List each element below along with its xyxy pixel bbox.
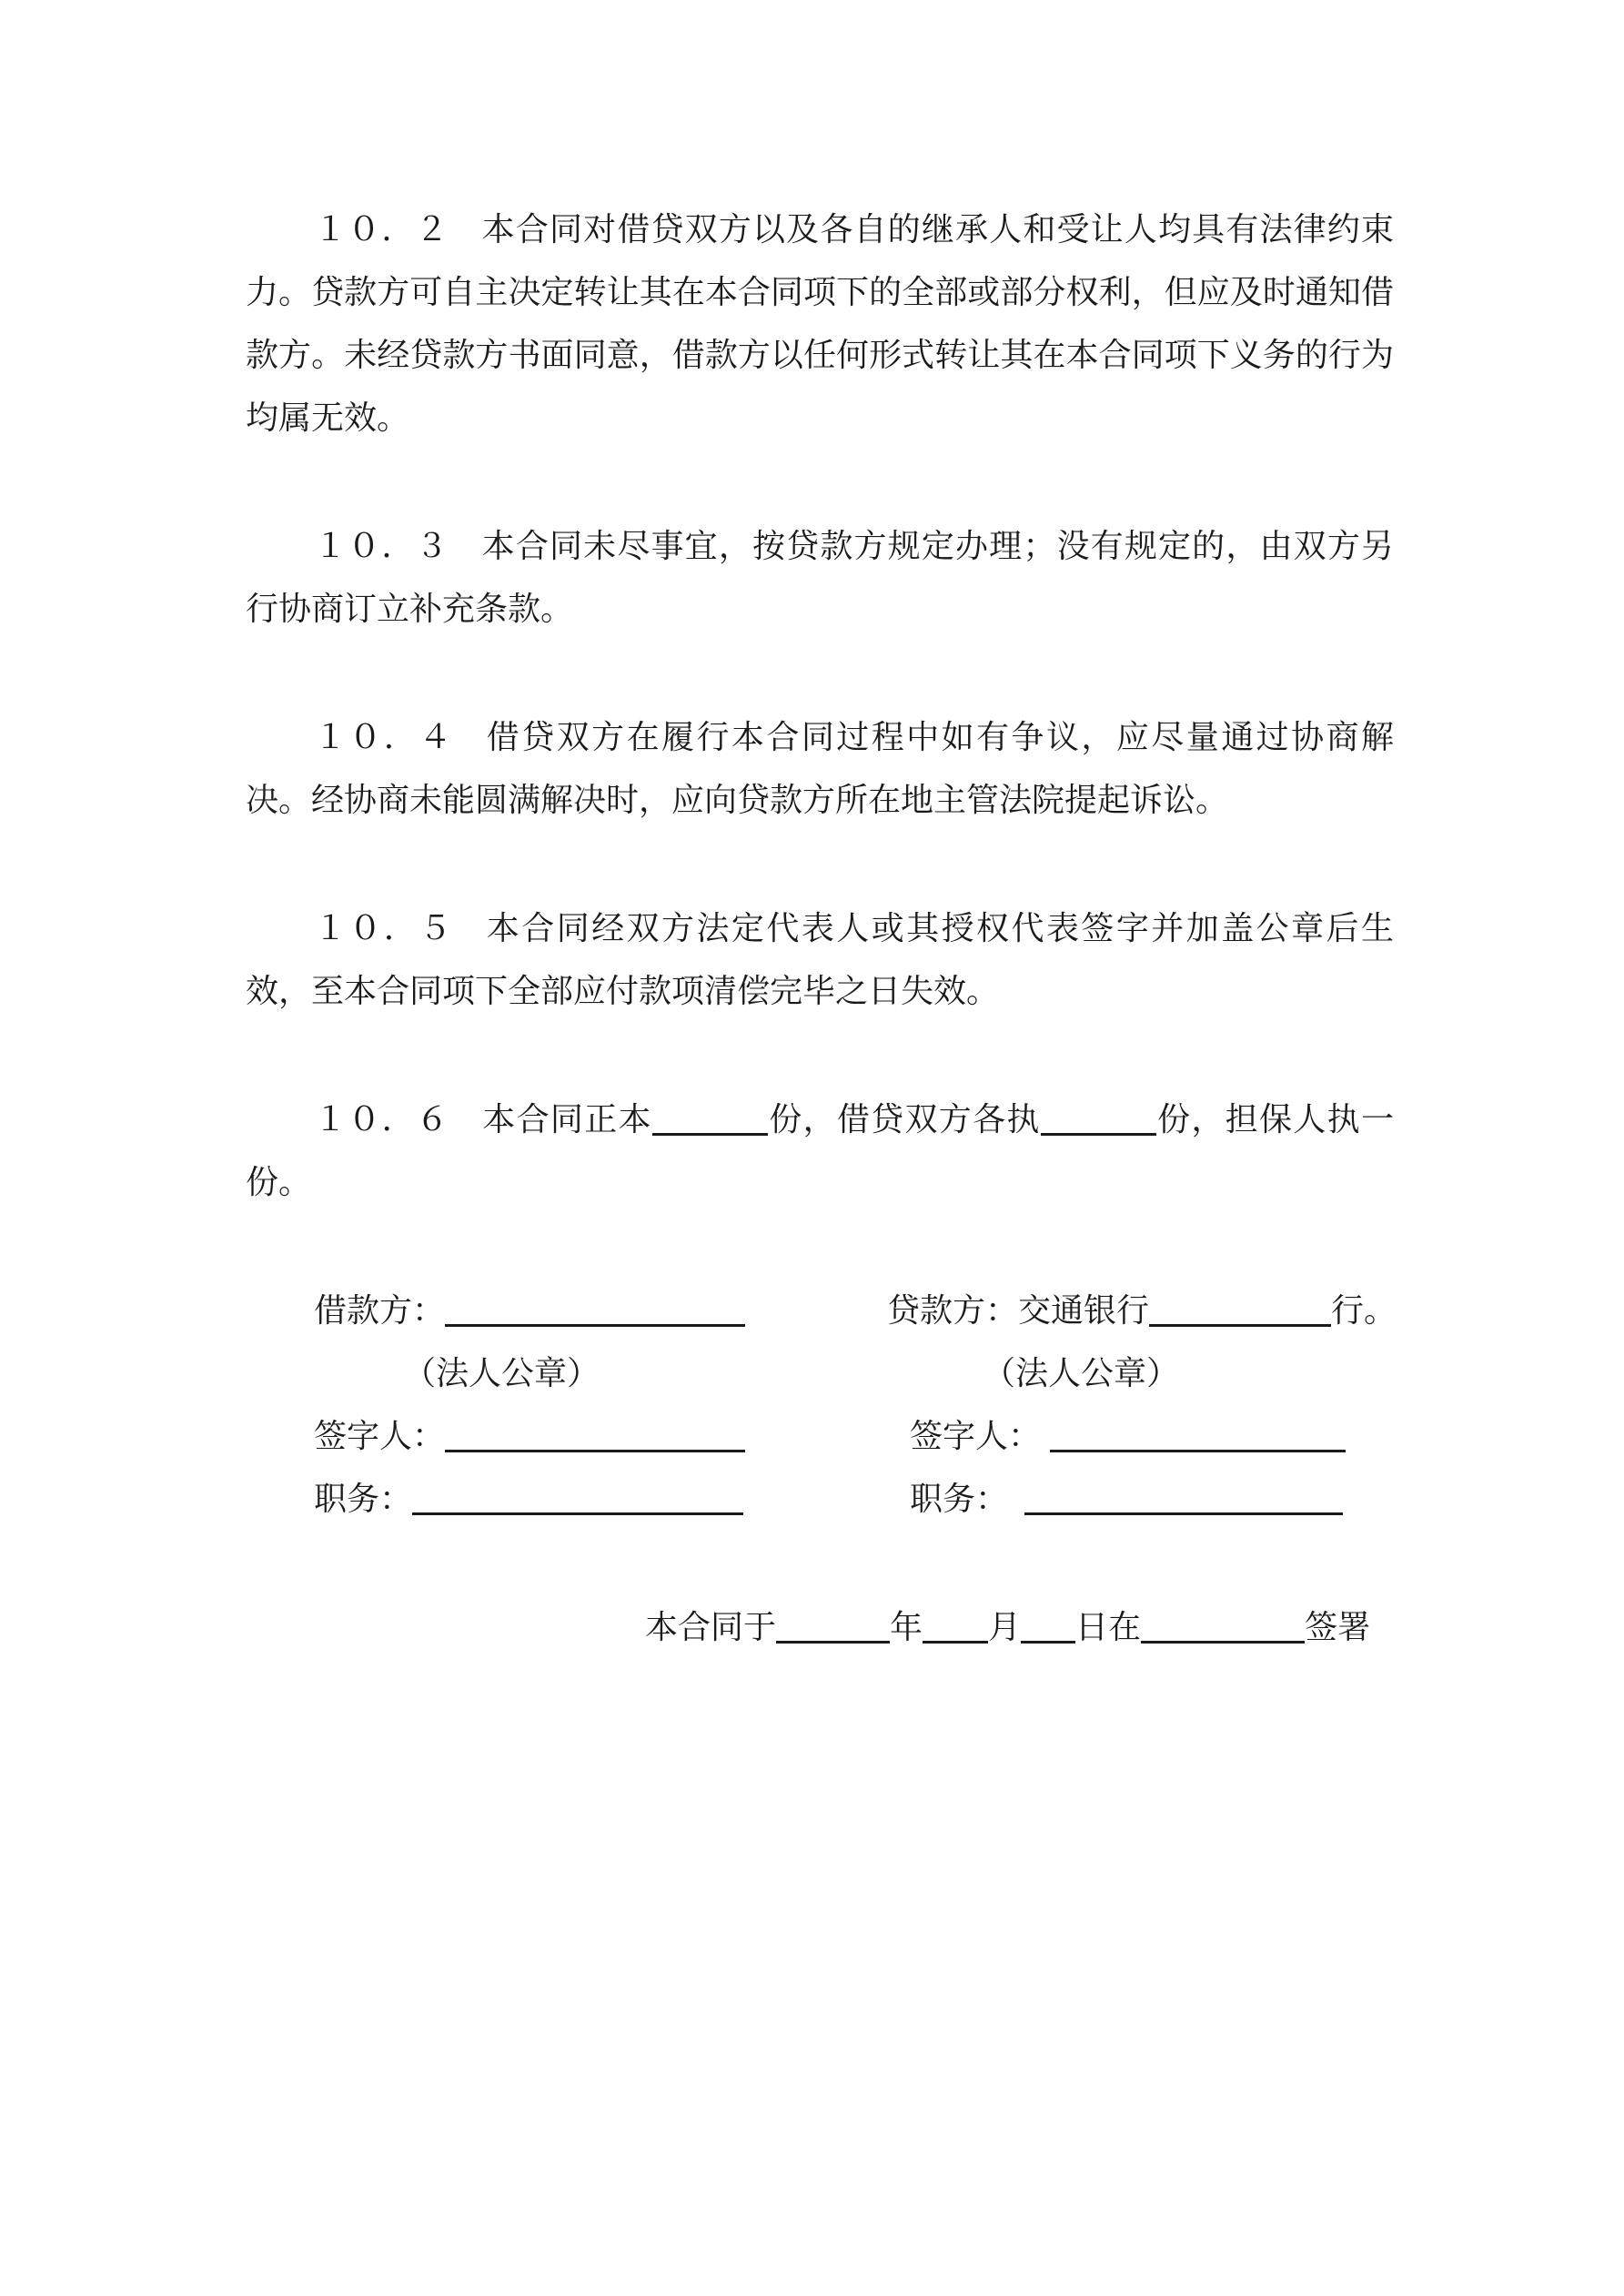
clause-10-5-text: 本合同经双方法定代表人或其授权代表签字并加盖公章后生效，至本合同项下全部应付款项清偿完毕之日失效。 [246, 910, 1394, 1009]
signature-block [246, 1279, 1397, 1531]
blank-title-right [1024, 1512, 1343, 1515]
closing-text-year: 年 [890, 1609, 923, 1645]
clause-10-3-text: 本合同未尽事宜，按贷款方规定办理；没有规定的，由双方另行协商订立补充条款。 [246, 528, 1394, 627]
closing-text-1: 本合同于 [645, 1609, 777, 1645]
clause-10-3-number: １０．３ [314, 528, 449, 564]
blank-bank-branch [1149, 1323, 1331, 1327]
blank-month [923, 1640, 988, 1644]
blank-copies-total [652, 1132, 768, 1136]
clause-10-5-number: １０．５ [314, 910, 454, 946]
blank-signer-left [445, 1449, 745, 1452]
clause-10-4-number: １０．４ [314, 719, 454, 755]
seal-note-right: （法人公章） [983, 1355, 1180, 1391]
blank-signer-right [1050, 1449, 1346, 1452]
signer-label-right: 签字人： [910, 1418, 1042, 1454]
clause-10-5 [246, 897, 1394, 1023]
title-row-left [314, 1468, 743, 1531]
closing-text-signed: 签署 [1305, 1609, 1371, 1645]
blank-copies-each [1041, 1132, 1156, 1136]
blank-borrower-name [445, 1323, 745, 1327]
title-row-right [910, 1468, 1343, 1531]
closing-text-day-at: 日在 [1075, 1609, 1142, 1645]
borrower-label: 借款方： [314, 1292, 446, 1329]
clause-10-2 [246, 198, 1394, 450]
blank-place [1141, 1640, 1305, 1644]
closing-text-month: 月 [988, 1609, 1022, 1645]
clause-10-4-text: 借贷双方在履行本合同过程中如有争议，应尽量通过协商解决。经协商未能圆满解决时，应向贷款方所在地主管法院提起诉讼。 [246, 719, 1394, 818]
seal-note-left: （法人公章） [403, 1355, 600, 1391]
title-label-right: 职务： [910, 1481, 1009, 1517]
clause-10-2-text: 本合同对借贷双方以及各自的继承人和受让人均具有法律约束力。贷款方可自主决定转让其在本合同项下的全部或部分权利，但应及时通知借款方。未经贷款方书面同意，借款方以任何形式转让其在本合同项下义务的行为均属无效。 [246, 211, 1394, 436]
blank-year [776, 1640, 890, 1644]
clause-10-6-text-1: 本合同正本 [482, 1101, 652, 1138]
clause-10-6 [246, 1088, 1394, 1214]
lender-suffix: 行。 [1331, 1292, 1397, 1329]
lender-label: 贷款方：交通银行 [887, 1292, 1150, 1329]
lender-row [887, 1279, 1397, 1342]
signer-row-left [314, 1405, 745, 1468]
clause-10-6-text-3: 份，担保人执一份。 [246, 1101, 1394, 1200]
clause-10-6-text-2: 份，借贷双方各执 [767, 1101, 1041, 1138]
clause-10-4 [246, 706, 1394, 832]
clause-10-3 [246, 515, 1394, 641]
blank-day [1021, 1640, 1075, 1644]
signer-label-left: 签字人： [314, 1418, 446, 1454]
closing-line [645, 1596, 1394, 1659]
contract-body [246, 198, 1397, 1659]
blank-title-left [412, 1512, 743, 1515]
clause-10-6-number: １０．６ [314, 1101, 450, 1138]
signer-row-right [910, 1405, 1346, 1468]
borrower-row [314, 1279, 745, 1342]
title-label-left: 职务： [314, 1481, 413, 1517]
clause-10-2-number: １０．２ [314, 211, 449, 248]
